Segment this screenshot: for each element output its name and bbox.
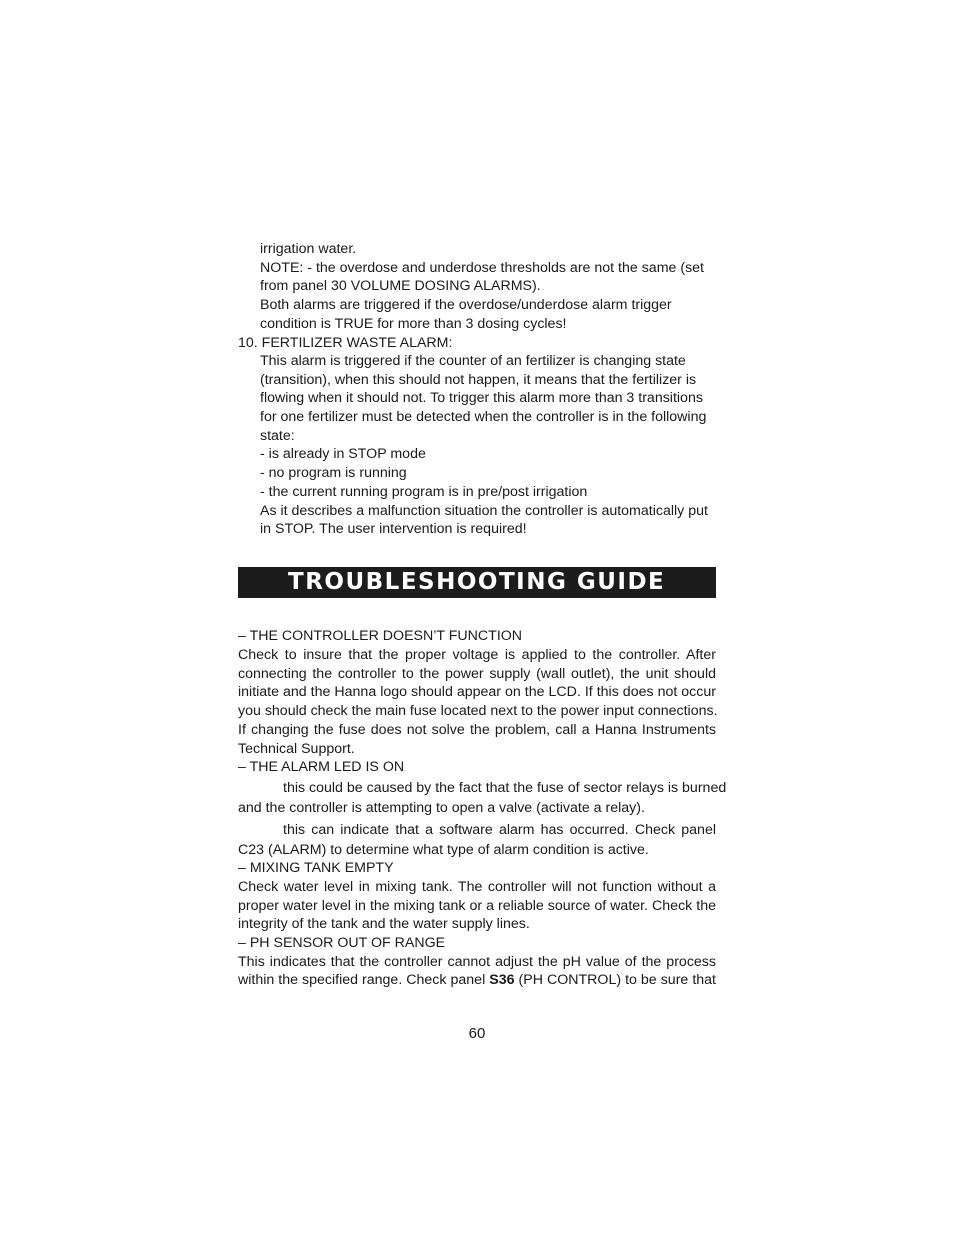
- body-line: This indicates that the controller cannot adjust the pH value of the process: [238, 954, 716, 970]
- section-title: TROUBLESHOOTING GUIDE: [288, 569, 666, 595]
- body-text: (PH CONTROL) to be sure that: [514, 972, 716, 988]
- body-line: and the controller is attempting to open a valve (activate a relay).: [238, 800, 645, 816]
- section-banner: [238, 567, 716, 598]
- body-line: If changing the fuse does not solve the problem, call a Hanna Instruments: [238, 722, 716, 738]
- issue-heading: – MIXING TANK EMPTY: [238, 860, 394, 876]
- body-line: you should check the main fuse located next to the power input connections.: [238, 703, 718, 719]
- panel-reference: S36: [489, 972, 515, 988]
- body-line: initiate and the Hanna logo should appear on the LCD. If this does not occur: [238, 684, 716, 700]
- list-item: - is already in STOP mode: [260, 446, 426, 462]
- body-line: for one fertilizer must be detected when the controller is in the following: [260, 409, 707, 425]
- body-line: Both alarms are triggered if the overdose/underdose alarm trigger: [260, 297, 672, 313]
- body-line: irrigation water.: [260, 241, 357, 257]
- note-line: NOTE: - the overdose and underdose thresholds are not the same (set: [260, 260, 704, 276]
- body-text: within the specified range. Check panel: [238, 972, 490, 988]
- body-line: Technical Support.: [238, 741, 355, 757]
- body-line: condition is TRUE for more than 3 dosing cycles!: [260, 316, 567, 332]
- body-line: integrity of the tank and the water supply lines.: [238, 916, 530, 932]
- body-line: As it describes a malfunction situation the controller is automatically put: [260, 503, 708, 519]
- body-line: this can indicate that a software alarm has occurred. Check panel: [283, 822, 716, 838]
- body-line: proper water level in the mixing tank or a reliable source of water. Check the: [238, 898, 716, 914]
- list-item: - the current running program is in pre/post irrigation: [260, 484, 588, 500]
- body-line: state:: [260, 428, 295, 444]
- body-line: This alarm is triggered if the counter of an fertilizer is changing state: [260, 353, 686, 369]
- body-line: Check to insure that the proper voltage is applied to the controller. After: [238, 647, 716, 663]
- body-line: Check water level in mixing tank. The controller will not function without a: [238, 879, 716, 895]
- body-line: [238, 971, 716, 990]
- list-item: - no program is running: [260, 465, 407, 481]
- body-line: this could be caused by the fact that the fuse of sector relays is burned: [283, 780, 727, 796]
- body-line: connecting the controller to the power supply (wall outlet), the unit should: [238, 666, 716, 682]
- alarm-heading: 10. FERTILIZER WASTE ALARM:: [238, 335, 453, 351]
- note-line: from panel 30 VOLUME DOSING ALARMS).: [260, 278, 541, 294]
- issue-heading: – THE ALARM LED IS ON: [238, 759, 405, 775]
- issue-heading: – THE CONTROLLER DOESN’T FUNCTION: [238, 628, 523, 644]
- page-number: 60: [468, 1025, 486, 1042]
- issue-heading: – PH SENSOR OUT OF RANGE: [238, 935, 446, 951]
- body-line: in STOP. The user intervention is required!: [260, 521, 527, 537]
- body-line: flowing when it should not. To trigger this alarm more than 3 transitions: [260, 390, 703, 406]
- body-line: C23 (ALARM) to determine what type of alarm condition is active.: [238, 842, 649, 858]
- body-line: (transition), when this should not happen, it means that the fertilizer is: [260, 372, 697, 388]
